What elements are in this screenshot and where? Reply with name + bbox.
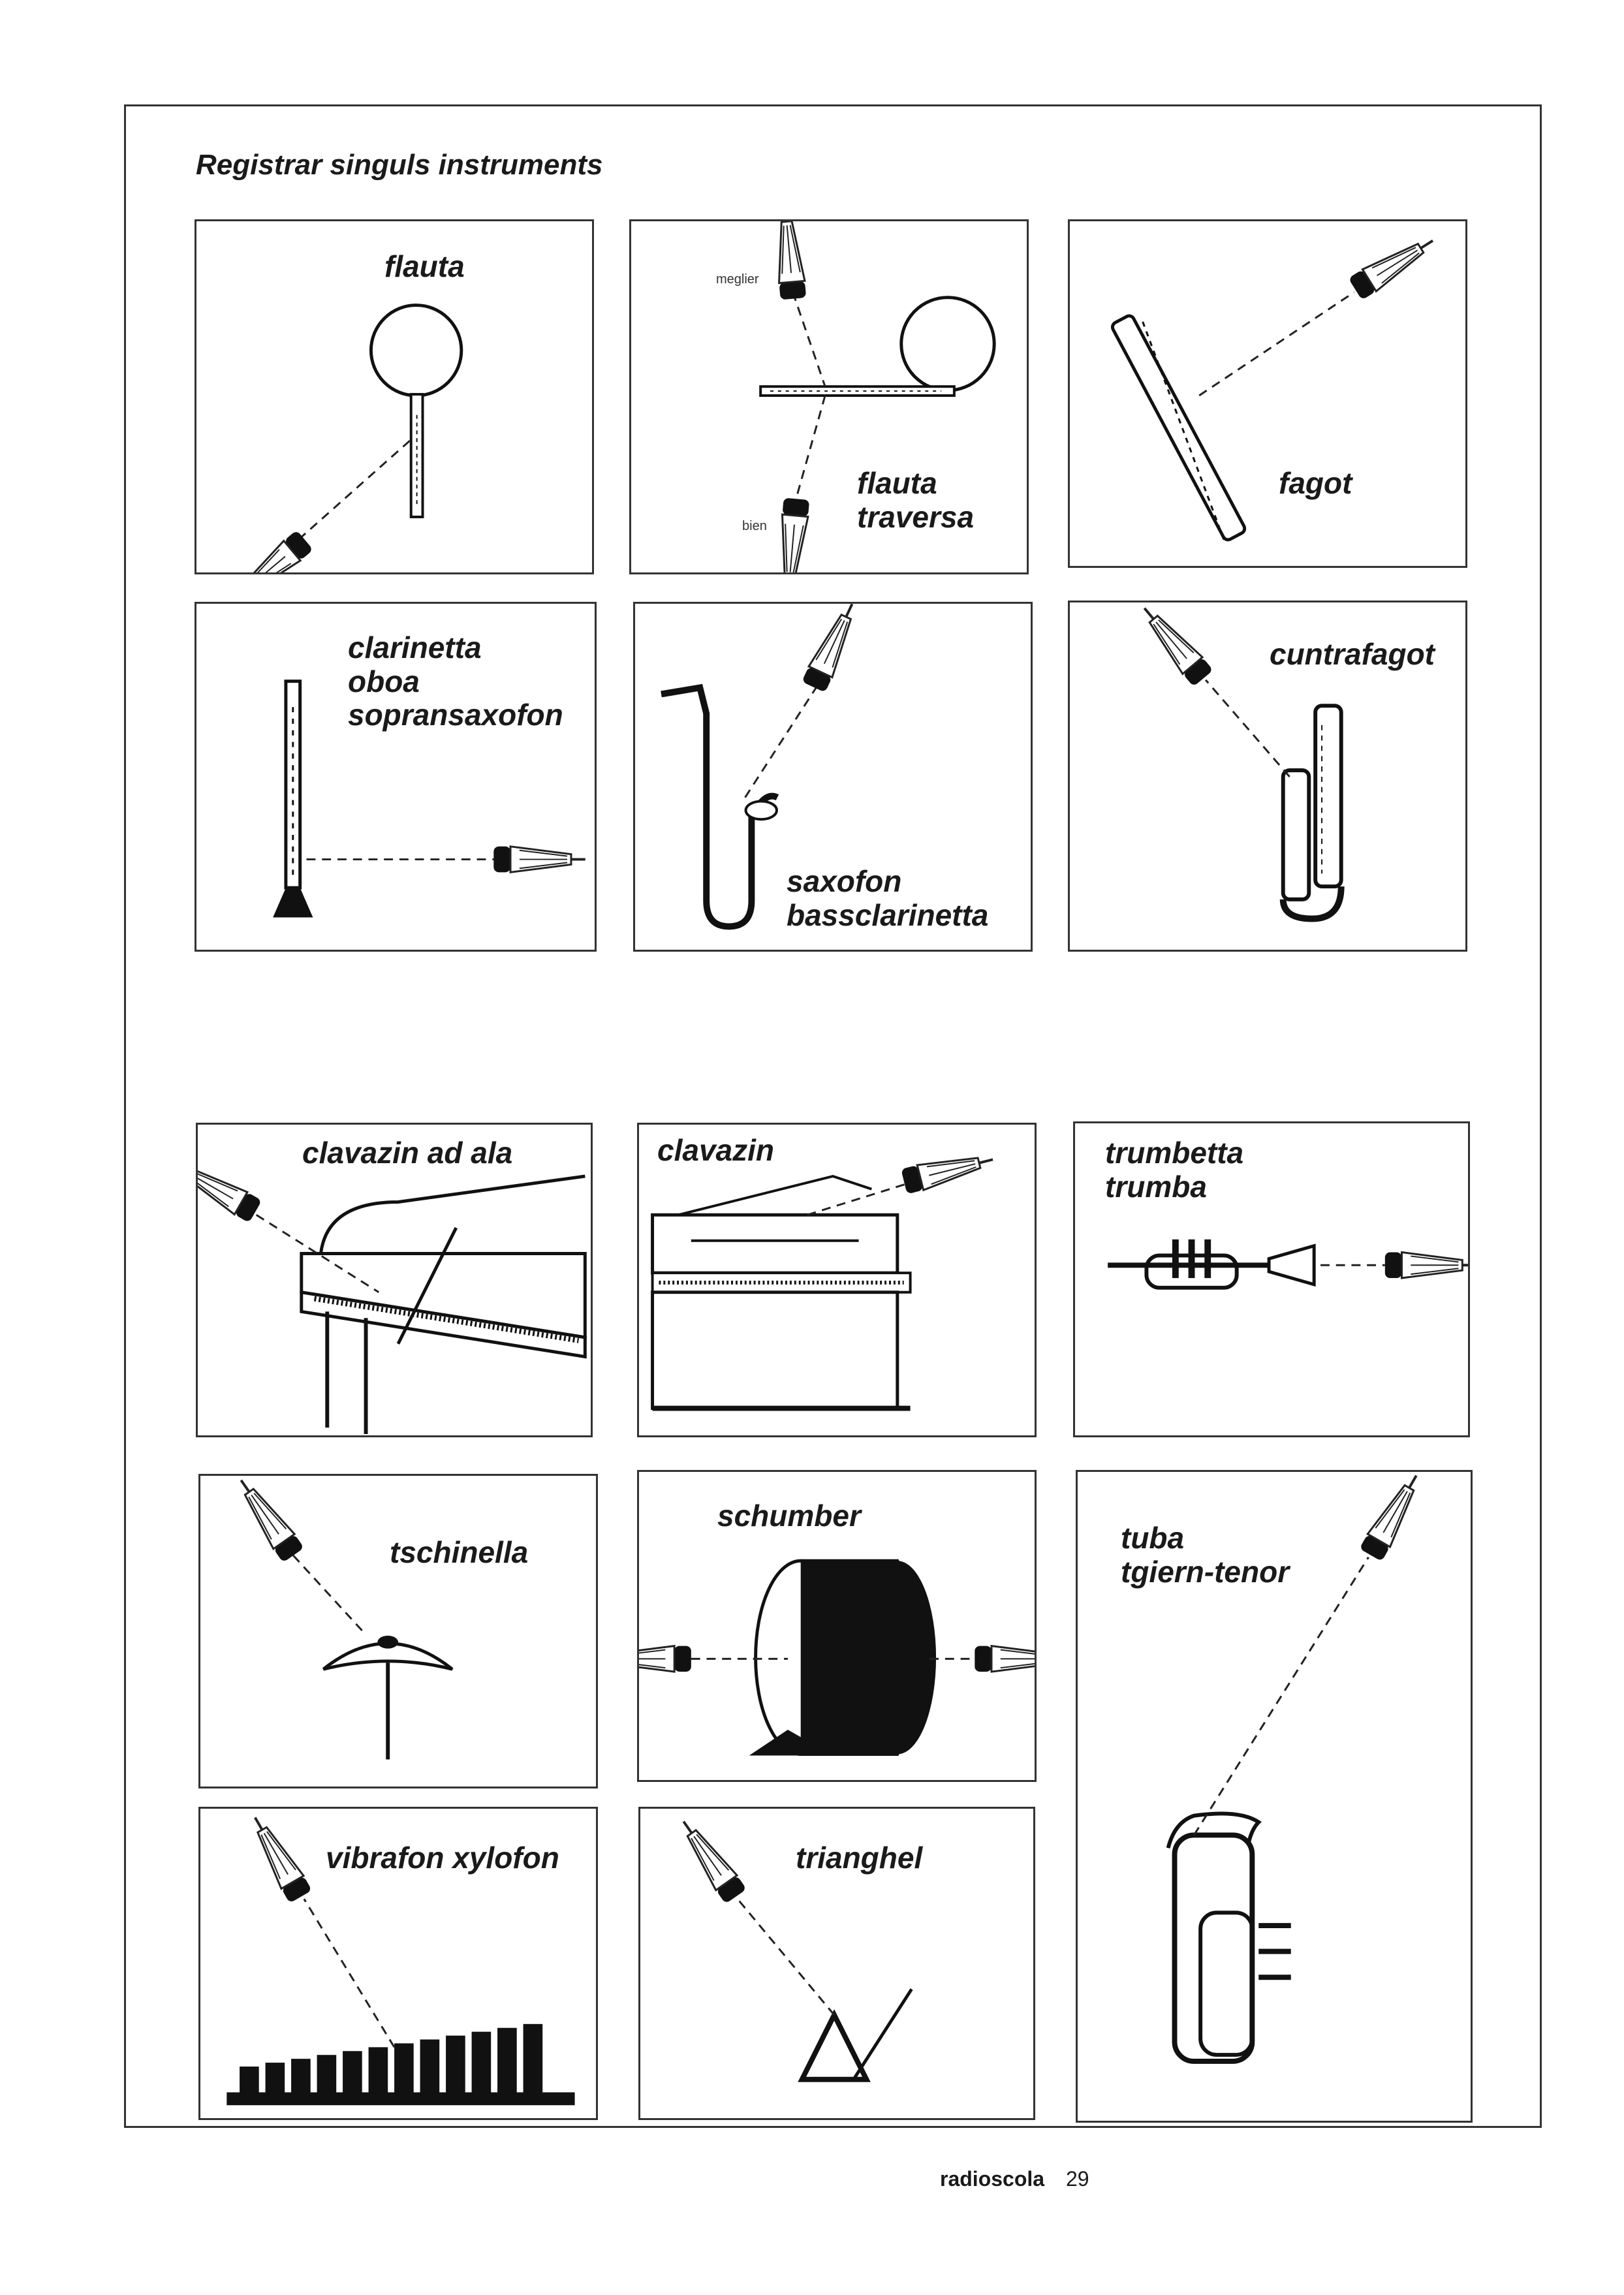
clavazin-label: clavazin (657, 1133, 774, 1167)
trianghel-label: trianghel (796, 1841, 923, 1875)
flauta-traversa-label-2: traversa (857, 499, 975, 534)
position-better-label: meglier (716, 272, 759, 287)
panel-trumbetta (1073, 1121, 1470, 1437)
cuntrafagot-label: cuntrafagot (1270, 637, 1435, 671)
bassclarinetta-label: bassclarinetta (787, 898, 989, 932)
tuba-label: tuba (1121, 1521, 1185, 1555)
oboa-label: oboa (348, 664, 420, 698)
panel-clarinetta (195, 602, 597, 952)
panel-clavazin (637, 1123, 1037, 1437)
flauta-label: flauta (384, 249, 465, 283)
trumba-label: trumba (1105, 1169, 1207, 1204)
tschinella-label: tschinella (390, 1535, 529, 1569)
panel-clavazin-ad-ala (196, 1123, 593, 1437)
panel-schumber (637, 1470, 1037, 1782)
position-good-label: bien (742, 519, 767, 533)
saxofon-label: saxofon (787, 864, 902, 898)
panel-flauta-traversa (629, 219, 1029, 574)
upright-piano-illustration (639, 1125, 1035, 1435)
clavazin-ad-ala-label: clavazin ad ala (302, 1136, 513, 1170)
panel-trianghel (638, 1807, 1035, 2120)
page-footer (940, 2167, 1089, 2191)
vibrafon-xylofon-label: vibrafon xylofon (326, 1841, 559, 1875)
schumber-label: schumber (717, 1499, 861, 1533)
panel-vibrafon (198, 1807, 598, 2120)
page-heading: Registrar singuls instruments (196, 149, 603, 181)
panel-tschinella (198, 1474, 598, 1788)
fagot-label: fagot (1279, 466, 1352, 500)
clarinetta-label: clarinetta (348, 631, 482, 664)
trumbetta-label: trumbetta (1105, 1136, 1244, 1170)
cymbal-illustration (200, 1476, 596, 1787)
publication-name: radioscola (940, 2167, 1045, 2191)
panel-saxofon (633, 602, 1033, 952)
bassoon-illustration (1070, 221, 1465, 566)
panel-tuba (1076, 1470, 1473, 2123)
page-number: 29 (1065, 2167, 1089, 2191)
grand-piano-illustration (198, 1125, 591, 1435)
panel-flauta (195, 219, 594, 574)
tgiern-tenor-label: tgiern-tenor (1121, 1554, 1290, 1589)
panel-cuntrafagot (1068, 601, 1467, 952)
flauta-traversa-label-1: flauta (857, 466, 937, 500)
sopransaxofon-label: sopransaxofon (348, 698, 563, 732)
panel-fagot (1068, 219, 1467, 568)
